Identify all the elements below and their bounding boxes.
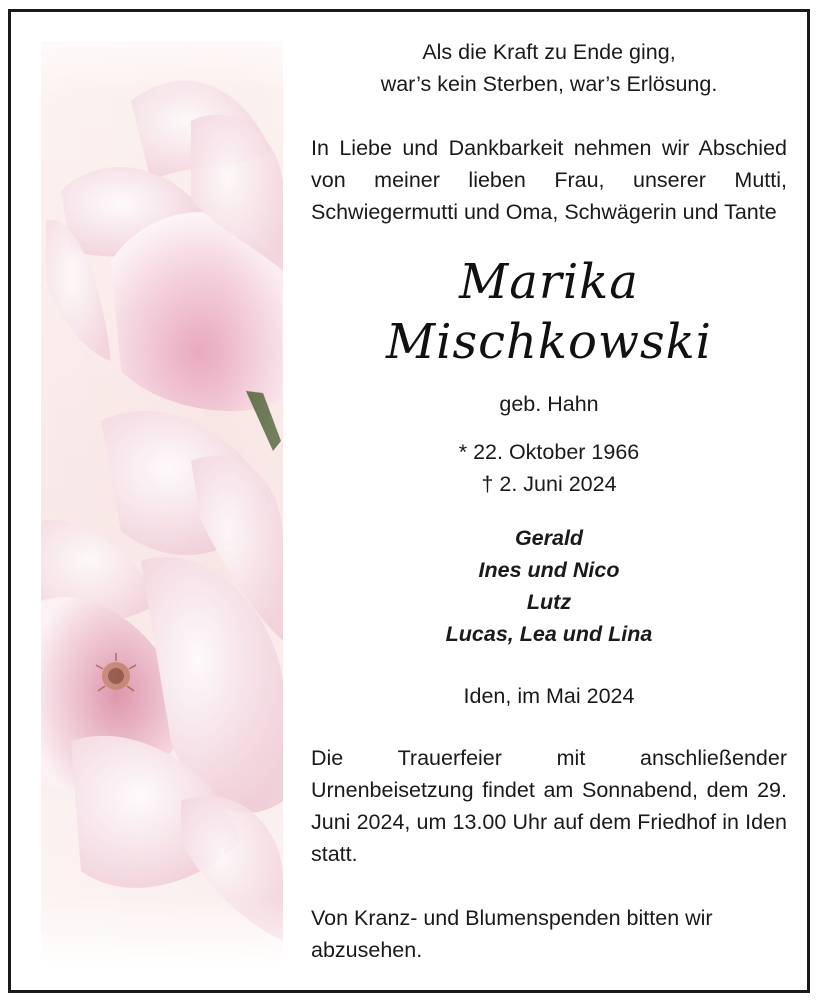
place-date: Iden, im Mai 2024 <box>463 684 635 708</box>
poem-line: Als die Kraft zu Ende ging, <box>422 40 676 64</box>
death-date: † 2. Juni 2024 <box>481 472 617 496</box>
service-info: Die Trauerfeier mit anschließender Urnenbeisetzung findet am Sonnabend, dem 29. Juni 2024, um 13.00 Uhr auf dem Friedhof in Iden statt. <box>311 746 787 866</box>
mourner-line: Lutz <box>526 590 572 614</box>
birth-date: * 22. Oktober 1966 <box>458 440 640 464</box>
intro-text: In Liebe und Dankbarkeit nehmen wir Abschied von meiner lieben Frau, unserer Mutti, Schwiegermutti und Oma, Schwägerin und Tante <box>311 136 787 224</box>
poem <box>311 36 787 100</box>
deceased-name: Marika Mischkowski <box>385 254 713 370</box>
magnolia-flower-image <box>41 41 283 961</box>
poem-line: war’s kein Sterben, war’s Erlösung. <box>380 72 718 96</box>
mourner-line: Gerald <box>514 526 584 550</box>
mourner-line: Lucas, Lea und Lina <box>445 622 653 646</box>
obituary-frame <box>8 9 810 993</box>
donation-request: Von Kranz- und Blumenspenden bitten wir abzusehen. <box>311 906 713 962</box>
mourner-line: Ines und Nico <box>478 558 620 582</box>
mourners <box>311 522 787 650</box>
life-dates <box>311 436 787 500</box>
obituary-text <box>311 36 787 966</box>
birth-name: geb. Hahn <box>499 392 599 416</box>
